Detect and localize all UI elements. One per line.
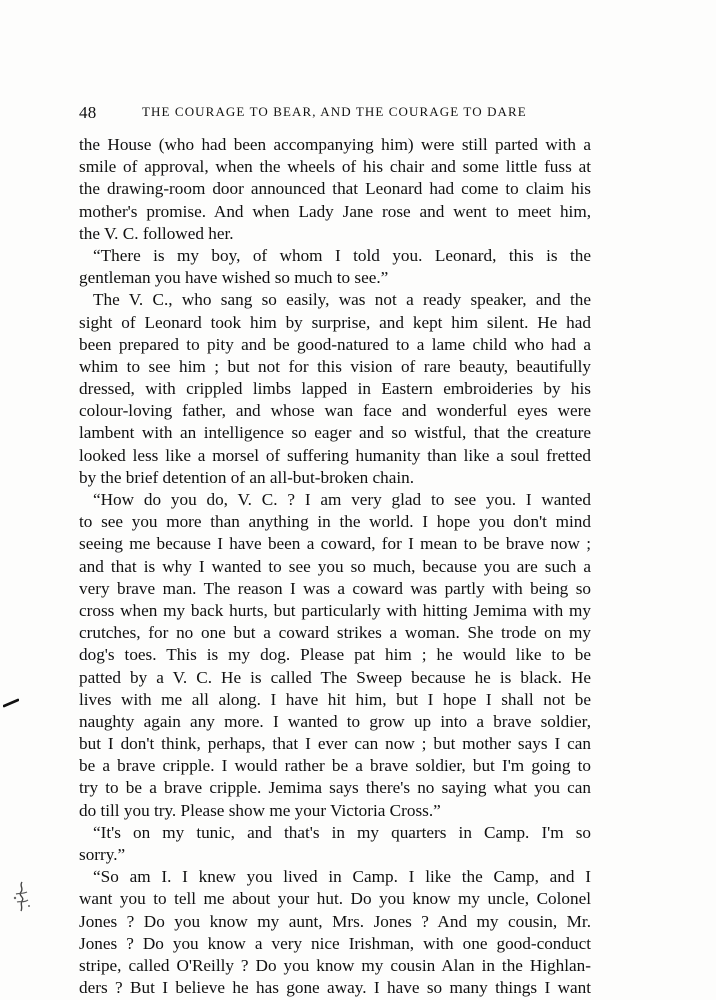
text-line: colour-loving father, and whose wan face and wonderful eyes were [79, 401, 591, 421]
text-line: cross when my back hurts, but particularly with hitting Jemima with my [79, 600, 591, 620]
text-line: very brave man. The reason I was a coward was partly with being so [79, 578, 591, 598]
page-number: 48 [79, 103, 97, 122]
margin-flourish-mark [10, 880, 36, 914]
text-line: Jones ? Do you know a very nice Irishman, with one good-conduct [79, 933, 591, 953]
text-line: “So am I. I knew you lived in Camp. I like the Camp, and I [93, 867, 591, 887]
text-line: to see you more than anything in the world. I hope you don't mind [79, 512, 591, 532]
text-line: Jones ? Do you know my aunt, Mrs. Jones ? And my cousin, Mr. [79, 911, 591, 931]
text-line: dressed, with crippled limbs lapped in Eastern embroideries by his [79, 379, 591, 399]
text-line: The V. C., who sang so easily, was not a ready speaker, and the [93, 290, 591, 310]
text-line: ders ? But I believe he has gone away. I have so many things I want [79, 978, 591, 998]
text-line: seeing me because I have been a coward, for I mean to be brave now ; [79, 534, 591, 554]
text-line: been prepared to pity and be good-natured to a lame child who had a [79, 334, 591, 354]
text-line: naughty again any more. I wanted to grow up into a brave soldier, [79, 711, 591, 731]
text-line: smile of approval, when the wheels of his chair and some little fuss at [79, 157, 591, 177]
text-line: do till you try. Please show me your Victoria Cross.” [79, 800, 441, 820]
text-line: “How do you do, V. C. ? I am very glad to see you. I wanted [93, 490, 591, 509]
text-line: gentleman you have wished so much to see.” [79, 268, 389, 288]
text-line: lives with me all along. I have hit him, but I hope I shall not be [79, 689, 591, 709]
text-line: the drawing-room door announced that Leonard had come to claim his [79, 179, 591, 199]
text-line: by the brief detention of an all-but-broken chain. [79, 467, 415, 487]
text-line: lambent with an intelligence so eager and so wistful, that the creature [79, 423, 591, 443]
text-line: looked less like a morsel of suffering humanity than like a soul fretted [79, 445, 591, 465]
text-line: crutches, for no one but a coward strikes a woman. She trode on my [79, 623, 591, 643]
body-text [79, 134, 591, 999]
text-line: mother's promise. And when Lady Jane rose and went to meet him, [79, 201, 591, 221]
text-line: stripe, called O'Reilly ? Do you know my cousin Alan in the Highlan- [79, 955, 591, 975]
text-line: want you to tell me about your hut. Do you know my uncle, Colonel [79, 889, 591, 909]
text-line: sight of Leonard took him by surprise, and kept him silent. He had [79, 312, 591, 332]
text-line: “It's on my tunic, and that's in my quarters in Camp. I'm so [93, 822, 591, 842]
text-line: the House (who had been accompanying him) were still parted with a [79, 135, 591, 154]
margin-ink-mark [3, 698, 19, 708]
text-line: “There is my boy, of whom I told you. Leonard, this is the [93, 245, 591, 265]
text-line: and that is why I wanted to see you so much, because you are such a [79, 556, 591, 576]
text-line: but I don't think, perhaps, that I ever can now ; but mother says I can [79, 734, 591, 754]
text-line: sorry.” [79, 845, 126, 864]
text-line: patted by a V. C. He is called The Sweep because he is black. He [79, 667, 591, 687]
text-line: try to be a brave cripple. Jemima says there's no saying what you can [79, 778, 591, 798]
text-line: the V. C. followed her. [79, 223, 234, 243]
text-line: whim to see him ; but not for this vision of rare beauty, beautifully [79, 356, 591, 376]
running-head [79, 103, 599, 125]
text-line: be a brave cripple. I would rather be a brave soldier, but I'm going to [79, 756, 591, 776]
running-title: THE COURAGE TO BEAR, AND THE COURAGE TO DARE [142, 104, 527, 119]
text-line: dog's toes. This is my dog. Please pat him ; he would like to be [79, 645, 591, 665]
